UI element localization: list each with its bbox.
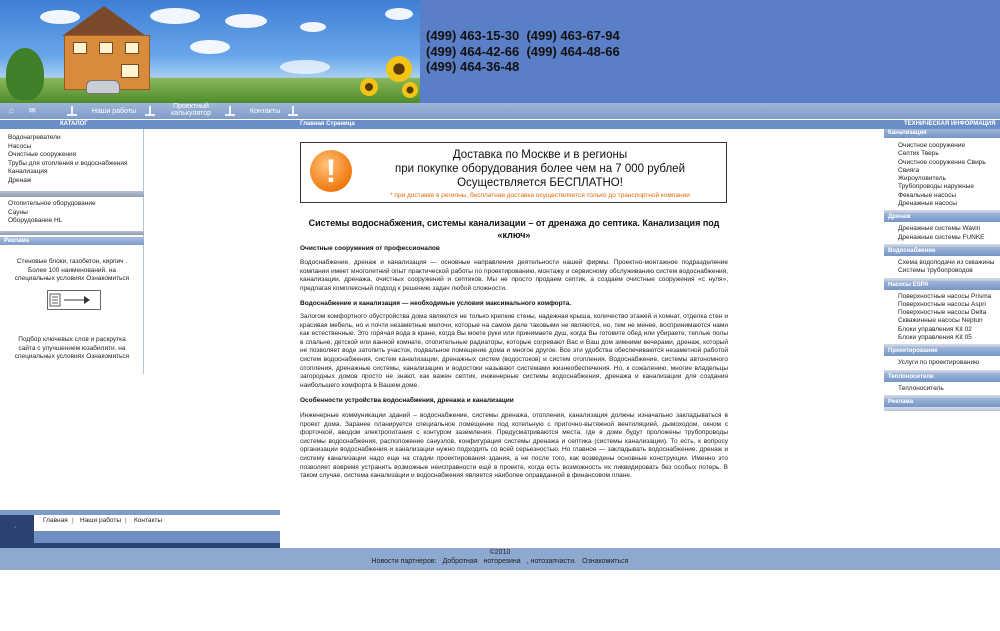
phone-line-1: (499) 463-15-30 (499) 463-67-94 xyxy=(426,28,620,43)
mail-icon[interactable]: ✉ xyxy=(29,106,36,115)
water-supply-links xyxy=(884,256,1000,278)
ad-text-line: сайта с улучшением юзабилити. на xyxy=(18,344,126,352)
tech-link[interactable]: Поверхностные насосы Delta xyxy=(898,309,987,317)
left-sidebar xyxy=(0,129,144,374)
catalog-item-treatment[interactable]: Очистные сооружения xyxy=(8,151,77,159)
section-heading-espa-pumps: Насосы ESPA xyxy=(884,281,1000,290)
nav-separator-icon xyxy=(67,106,77,118)
footer xyxy=(0,548,1000,570)
tech-link[interactable]: Поверхностные насосы Aspri xyxy=(898,300,986,308)
tech-link[interactable]: Дренажные системы Wavin xyxy=(898,225,981,233)
ad-text-line: Стеновые блоки, газобетон, кирпич . xyxy=(16,258,128,265)
ad-text-line: Более 100 наименований. на xyxy=(27,266,116,274)
nav-project-calculator[interactable]: Проектный калькулятор xyxy=(170,103,212,117)
paragraph-2: Залогом комфортного обустройства дома являются не только крепкие стены, надежная крыша, количество этажей и комнат, отделка стен и красивая мебель, но и почти незаметные мелочи, которые на самом деле таковыми не являются, но, тем не менее, воспринимаются нами как естественные. Это горячая вода в кране, когда Вы моете руки или принимаете душ, когда Вы готовите обед или убираете, теплые полы в спальне, детской или ванной комнате, отопительные радиаторы, которые согревают Вас и Ваш дом зимними вечерами, дренаж, который не позволяет воде затопить участок, подвальное помещение дома и многое другое. Все эти удобства обеспечиваются незаметной работой систем водоснабжения, систем канализации, дренажных систем (водостоков) и систем отопления. Водоснабжение, системы автономного отопления, дренажные системы, канализацию и водостоки называют системами жизнеобеспечения. Но, к сожалению, многие владельцы загородных домов просто не знают, как важен септик, инженерные системы водоснабжения, дренажа и канализации для создания наибольшего комфорта в Вашем доме. xyxy=(300,313,728,389)
section-heading-1: Очистные сооружения от профессионалов xyxy=(300,245,440,252)
partner-logo-icon[interactable] xyxy=(47,290,101,310)
footer-link-works[interactable]: Наши работы xyxy=(80,517,122,524)
design-links xyxy=(884,356,1000,369)
catalog-item-hl[interactable]: Оборудование HL xyxy=(8,217,63,225)
catalog-item-sewerage[interactable]: Канализация xyxy=(8,168,48,176)
tech-link[interactable]: Очистное сооружение Свирь xyxy=(898,158,986,166)
sewerage-links xyxy=(884,138,1000,210)
promo-line-1: Доставка по Москве и в регионы xyxy=(452,149,628,161)
tech-link[interactable]: Дренажные системы FUNKE xyxy=(898,233,985,241)
separator: | xyxy=(72,517,74,524)
ad-block-1 xyxy=(0,258,144,284)
partner-link[interactable]: Добротная xyxy=(442,558,478,565)
catalog-item-drainage[interactable]: Дренаж xyxy=(8,176,32,184)
ad-block-2 xyxy=(0,336,144,362)
main-content xyxy=(300,129,728,499)
column-header-bar xyxy=(0,120,1000,129)
ad-link[interactable]: специальных условиях Ознакомиться xyxy=(14,353,130,361)
section-heading-2: Водоснабжение и канализация — необходимые условия максимального комфорта. xyxy=(300,300,572,307)
page-title xyxy=(300,217,728,241)
footer-link-home[interactable]: Главная xyxy=(43,517,68,524)
catalog-item-pipes[interactable]: Трубы для отопления и водоснабжения xyxy=(8,159,128,167)
section-heading-design: Проектирование xyxy=(884,347,1000,356)
tech-link[interactable]: Свияга xyxy=(898,166,920,174)
delivery-promo-box xyxy=(300,142,727,203)
tech-link[interactable]: Услуги по проектированию xyxy=(898,359,979,367)
catalog-list xyxy=(0,134,144,186)
nav-our-works[interactable]: Наши работы xyxy=(91,108,137,115)
catalog-item-pumps[interactable]: Насосы xyxy=(8,142,32,150)
section-heading-coolants: Теплоносители xyxy=(884,373,1000,382)
tech-link[interactable]: Блоки управления Kit 02 xyxy=(898,325,972,333)
section-heading-sewerage: Канализация xyxy=(884,129,1000,138)
tech-info-heading: ТЕХНИЧЕСКАЯ ИНФОРМАЦИЯ xyxy=(904,121,996,127)
breadcrumb-home[interactable]: Главная Страница xyxy=(300,121,355,127)
partner-news xyxy=(0,558,1000,565)
tech-link[interactable]: Скважинные насосы Neptun xyxy=(898,317,983,325)
nav-contacts[interactable]: Контакты xyxy=(249,108,281,115)
home-icon[interactable]: ⌂ xyxy=(9,106,14,115)
ad-link[interactable]: специальных условиях Ознакомиться xyxy=(14,275,130,283)
tech-link[interactable]: Схема водоподачи из скважины xyxy=(898,258,995,266)
tech-link[interactable]: Блоки управления Kit 05 xyxy=(898,334,972,342)
nav-separator-icon xyxy=(288,106,298,118)
phone-numbers xyxy=(426,28,620,75)
tech-link[interactable]: Септик Тверь xyxy=(898,150,939,158)
partner-link[interactable]: , нотозапчасти. xyxy=(526,558,577,565)
promo-line-3: Осуществляется БЕСПЛАТНО! xyxy=(457,177,623,189)
top-navigation xyxy=(0,103,1000,119)
espa-links xyxy=(884,290,1000,345)
tech-link[interactable]: Очистное сооружение xyxy=(898,142,966,149)
tech-link[interactable]: Жироуловитель xyxy=(898,175,946,183)
promo-line-2: при покупке оборудования более чем на 7 000 рублей xyxy=(394,163,686,175)
section-heading-ads: Реклама xyxy=(884,398,1000,407)
nav-separator-icon xyxy=(145,106,155,118)
separator: | xyxy=(125,517,127,524)
bottom-bullet: · xyxy=(0,515,34,543)
catalog-item-heating[interactable]: Отопительное оборудование xyxy=(8,200,96,207)
catalog-item-water-heaters[interactable]: Водонагреватели xyxy=(8,134,61,141)
tech-link[interactable]: Дренажные насосы xyxy=(898,200,957,208)
divider xyxy=(884,407,1000,411)
tech-link[interactable]: Поверхностные насосы Prisma xyxy=(898,292,992,300)
phone-line-3: (499) 464-36-48 xyxy=(426,59,520,74)
catalog-extra-list xyxy=(0,200,144,226)
divider xyxy=(0,191,144,197)
nav-separator-icon xyxy=(225,106,235,118)
copyright: ©2010 xyxy=(489,549,511,556)
section-heading-drainage: Дренаж xyxy=(884,213,1000,222)
paragraph-1: Водоснабжение, дренаж и канализация — основные направления деятельности нашей фирмы. Проектно-монтажное подразделение компании имеет многолетний опыт практической работы по проектированию, монтажу и сервисному обслуживанию систем водоснабжения, канализации, дренажа, очистных сооружений и септиков. Мы не просто продаем септик, а создаем очистные сооружения «с нуля», предлагая комплексный подход к решению задач любой сложности. xyxy=(300,259,728,292)
header xyxy=(0,0,1000,103)
drainage-links xyxy=(884,222,1000,244)
tech-link[interactable]: Теплоноситель xyxy=(898,384,944,392)
tech-link[interactable]: Фекальные насосы xyxy=(898,191,957,199)
promo-note: * при доставке в регионы, бесплатная доставка осуществляется только до транспортной компании xyxy=(390,192,690,199)
ad-text-line: Подбор ключевых слов и раскрутка xyxy=(18,336,126,343)
section-heading-3: Особенности устройства водоснабжения, дренажа и канализации xyxy=(300,397,514,404)
catalog-heading: КАТАЛОГ xyxy=(60,121,88,127)
ads-heading: Реклама xyxy=(0,237,144,245)
partner-news-label: Новости партнеров: xyxy=(371,558,437,565)
divider xyxy=(0,231,144,235)
partner-more-link[interactable]: Ознакомиться xyxy=(582,558,629,565)
bottom-navigation xyxy=(0,510,280,548)
header-banner-image xyxy=(0,0,420,103)
footer-link-contacts[interactable]: Контакты xyxy=(134,517,163,524)
right-sidebar xyxy=(884,129,1000,414)
tech-link[interactable]: Трубопроводы наружные xyxy=(898,183,974,191)
tech-link[interactable]: Системы трубопроводов xyxy=(898,267,973,275)
warning-icon: ! xyxy=(310,150,352,192)
catalog-item-saunas[interactable]: Сауны xyxy=(8,208,28,216)
coolant-links xyxy=(884,382,1000,395)
page-title-line-1: Системы водоснабжения, системы канализации – от дренажа до септика. Канализация под xyxy=(308,218,720,228)
phone-line-2: (499) 464-42-66 (499) 464-48-66 xyxy=(426,43,620,59)
page-title-line-2: «ключ» xyxy=(497,230,531,240)
section-heading-water-supply: Водоснабжение xyxy=(884,247,1000,256)
paragraph-3: Инженерные коммуникации зданий – водоснабжение, системы дренажа, отопления, канализация должны изначально закладываться в проект дома. Заранее планируется специальное помещение под котельную с приточно-вытяжной вентиляцией, дымоходом, окном с форточкой, вводом электропитания с контуром заземления. Предусматриваются места, где в доме будут проложены трубопроводы системы водоснабжения, расположение санузлов, конфигурация системы дренажа и септика (системы канализации). То есть, к вопросу организации водоснабжения и канализации нужно подходить со всей серьезностью. Но главное — закладывать водоснабжение, дренаж и систему канализации надо еще на стадии проектирования здания, а не после того, как возведены основные конструкции. Именно это позволяет вовремя устранить возможные неисправности ещё в проекте, когда есть возможность их ликвидировать без особых потерь. В таком случае, система канализации и водоснабжения является наиболее оправданной в финансовом плане. xyxy=(300,412,728,480)
partner-link[interactable]: ноторезина xyxy=(483,558,521,565)
